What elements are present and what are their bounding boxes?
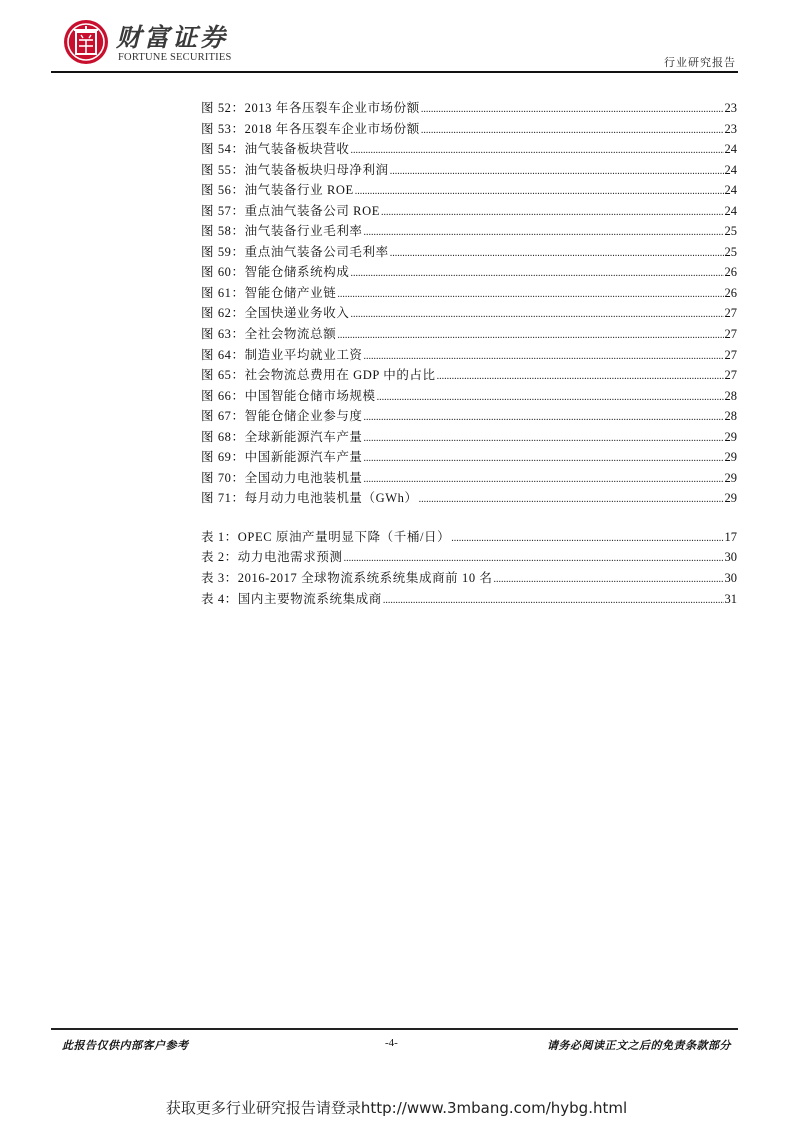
toc-entry-figure[interactable]: 图 59：重点油气装备公司毛利率 ..... 25 xyxy=(201,242,737,263)
tables-list xyxy=(201,527,737,609)
section-spacer xyxy=(201,509,737,527)
toc-entry-figure[interactable]: 图 63：全社会物流总额 ..... 27 xyxy=(201,324,737,345)
dot-leader xyxy=(381,207,724,218)
toc-entry-figure[interactable]: 图 70：全国动力电池装机量 ..... 29 xyxy=(201,468,737,489)
logo-chinese-name: 财富证券 xyxy=(116,23,229,52)
toc-entry-figure[interactable]: 图 58：油气装备行业毛利率 ..... 25 xyxy=(201,221,737,242)
toc-entry-figure[interactable]: 图 65：社会物流总费用在 GDP 中的占比 ..... 27 xyxy=(201,365,737,386)
dot-leader xyxy=(451,533,723,544)
dot-leader xyxy=(350,309,723,320)
toc-entry-table[interactable]: 表 1：OPEC 原油产量明显下降（千桶/日） ..... 17 xyxy=(201,527,737,548)
dot-leader xyxy=(377,392,724,403)
report-type-label: 行业研究报告 xyxy=(664,57,736,69)
toc-entry-figure[interactable]: 图 61：智能仓储产业链 ..... 26 xyxy=(201,283,737,304)
toc-entry-figure[interactable]: 图 68：全球新能源汽车产量 ..... 29 xyxy=(201,427,737,448)
toc-entry-table[interactable]: 表 4：国内主要物流系统集成商 ..... 31 xyxy=(201,589,737,610)
dot-leader xyxy=(350,145,723,156)
toc-entry-figure[interactable]: 图 57：重点油气装备公司 ROE ..... 24 xyxy=(201,201,737,222)
toc-entry-figure[interactable]: 图 52：2013 年各压裂车企业市场份额 ..... 23 xyxy=(201,98,737,119)
dot-leader xyxy=(337,289,723,300)
dot-leader xyxy=(421,125,724,136)
dot-leader xyxy=(364,474,724,485)
footer-divider xyxy=(51,1028,738,1030)
dot-leader xyxy=(390,166,724,177)
dot-leader xyxy=(364,433,724,444)
footer-internal-notice: 此报告仅供内部客户参考 xyxy=(62,1040,189,1052)
toc-entry-figure[interactable]: 图 67：智能仓储企业参与度 ..... 28 xyxy=(201,406,737,427)
toc-entry-figure[interactable]: 图 69：中国新能源汽车产量 ..... 29 xyxy=(201,447,737,468)
figures-list xyxy=(201,98,737,509)
dot-leader xyxy=(419,494,724,505)
dot-leader xyxy=(390,248,724,259)
page-header xyxy=(56,14,736,72)
toc-entry-table[interactable]: 表 2：动力电池需求预测 ..... 30 xyxy=(201,547,737,568)
table-of-contents xyxy=(201,98,737,609)
watermark-link-text: 获取更多行业研究报告请登录http://www.3mbang.com/hybg.html xyxy=(165,1099,628,1117)
toc-entry-figure[interactable]: 图 55：油气装备板块归母净利润 ..... 24 xyxy=(201,160,737,181)
dot-leader xyxy=(364,227,724,238)
dot-leader xyxy=(364,412,724,423)
page-number: -4- xyxy=(385,1037,398,1049)
toc-entry-figure[interactable]: 图 53：2018 年各压裂车企业市场份额 ..... 23 xyxy=(201,119,737,140)
toc-entry-figure[interactable]: 图 71：每月动力电池装机量（GWh） ..... 29 xyxy=(201,488,737,509)
dot-leader xyxy=(355,186,724,197)
toc-entry-figure[interactable]: 图 62：全国快递业务收入 ..... 27 xyxy=(201,303,737,324)
dot-leader xyxy=(383,595,724,606)
dot-leader xyxy=(494,574,724,585)
dot-leader xyxy=(337,330,723,341)
footer-disclaimer-notice: 请务必阅读正文之后的免责条款部分 xyxy=(547,1040,731,1052)
dot-leader xyxy=(350,268,723,279)
toc-entry-figure[interactable]: 图 64：制造业平均就业工资 ..... 27 xyxy=(201,345,737,366)
logo-english-name: FORTUNE SECURITIES xyxy=(118,52,232,63)
toc-entry-figure[interactable]: 图 66：中国智能仓储市场规模 ..... 28 xyxy=(201,386,737,407)
toc-entry-figure[interactable]: 图 54：油气装备板块营收 ..... 24 xyxy=(201,139,737,160)
header-divider xyxy=(51,71,738,73)
toc-entry-figure[interactable]: 图 60：智能仓储系统构成 ..... 26 xyxy=(201,262,737,283)
dot-leader xyxy=(364,453,724,464)
dot-leader xyxy=(364,351,724,362)
toc-entry-figure[interactable]: 图 56：油气装备行业 ROE ..... 24 xyxy=(201,180,737,201)
dot-leader xyxy=(421,104,724,115)
dot-leader xyxy=(344,553,724,564)
dot-leader xyxy=(437,371,724,382)
fortune-securities-logo-icon xyxy=(64,20,108,64)
toc-entry-table[interactable]: 表 3：2016-2017 全球物流系统系统集成商前 10 名 ..... 30 xyxy=(201,568,737,589)
